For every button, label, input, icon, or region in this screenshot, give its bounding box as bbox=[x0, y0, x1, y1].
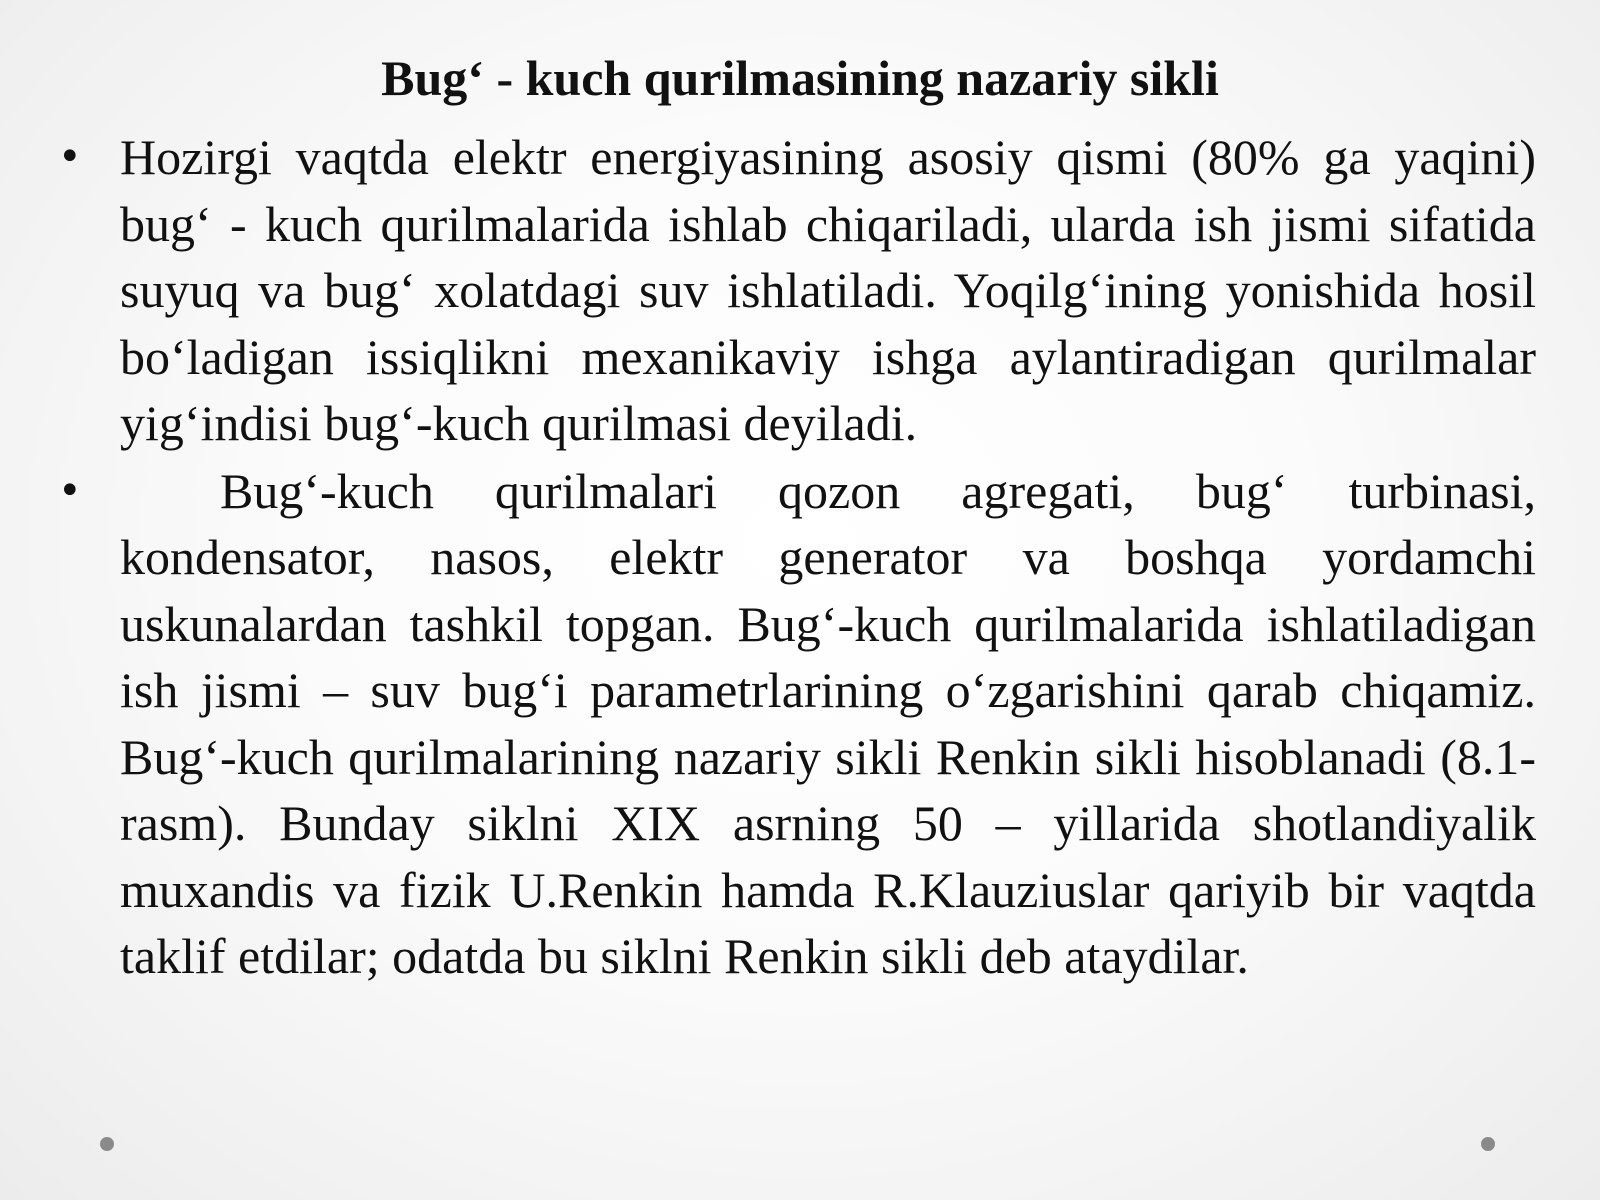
decorative-dot-icon bbox=[1481, 1137, 1495, 1151]
bullet-item bbox=[58, 124, 1536, 457]
bullet-item bbox=[58, 458, 1536, 990]
bullet-marker: • bbox=[58, 134, 82, 180]
slide-title: Bug‘ - kuch qurilmasining nazariy sikli bbox=[381, 50, 1219, 106]
decorative-dot-icon bbox=[100, 1137, 114, 1151]
bullet-marker: • bbox=[58, 467, 82, 514]
bullet-text: Bug‘-kuch qurilmalari qozon agregati, bug‘ turbinasi, kondensator, nasos, elektr generator va boshqa yordamchi uskunalardan tashkil topgan. Bug‘-kuch qurilmalarida ishlatiladigan ish jismi – suv bug‘i parametrlarining o‘zgarishini qarab chiqamiz. Bug‘-kuch qurilmalarining nazariy sikli Renkin sikli hisoblanadi (8.1-rasm). Bunday siklni XIX asrning 50 – yillarida shotlandiyalik muxandis va fizik U.Renkin hamda R.Klauziuslar qariyib bir vaqtda taklif etdilar; odatda bu siklni Renkin sikli deb ataydilar. bbox=[120, 462, 1536, 984]
bullet-list bbox=[58, 124, 1536, 991]
bullet-text: Hozirgi vaqtda elektr energiyasining asosiy qismi (80% ga yaqini) bug‘ - kuch qurilmalarida ishlab chiqariladi, ularda ish jismi sifatida suyuq va bug‘ xolatdagi suv ishlatiladi. Yoqilg‘ining yonishida hosil bo‘ladigan issiqlikni mexanikaviy ishga aylantiradigan qurilmalar yig‘indisi bug‘-kuch qurilmasi deyiladi. bbox=[120, 129, 1536, 451]
